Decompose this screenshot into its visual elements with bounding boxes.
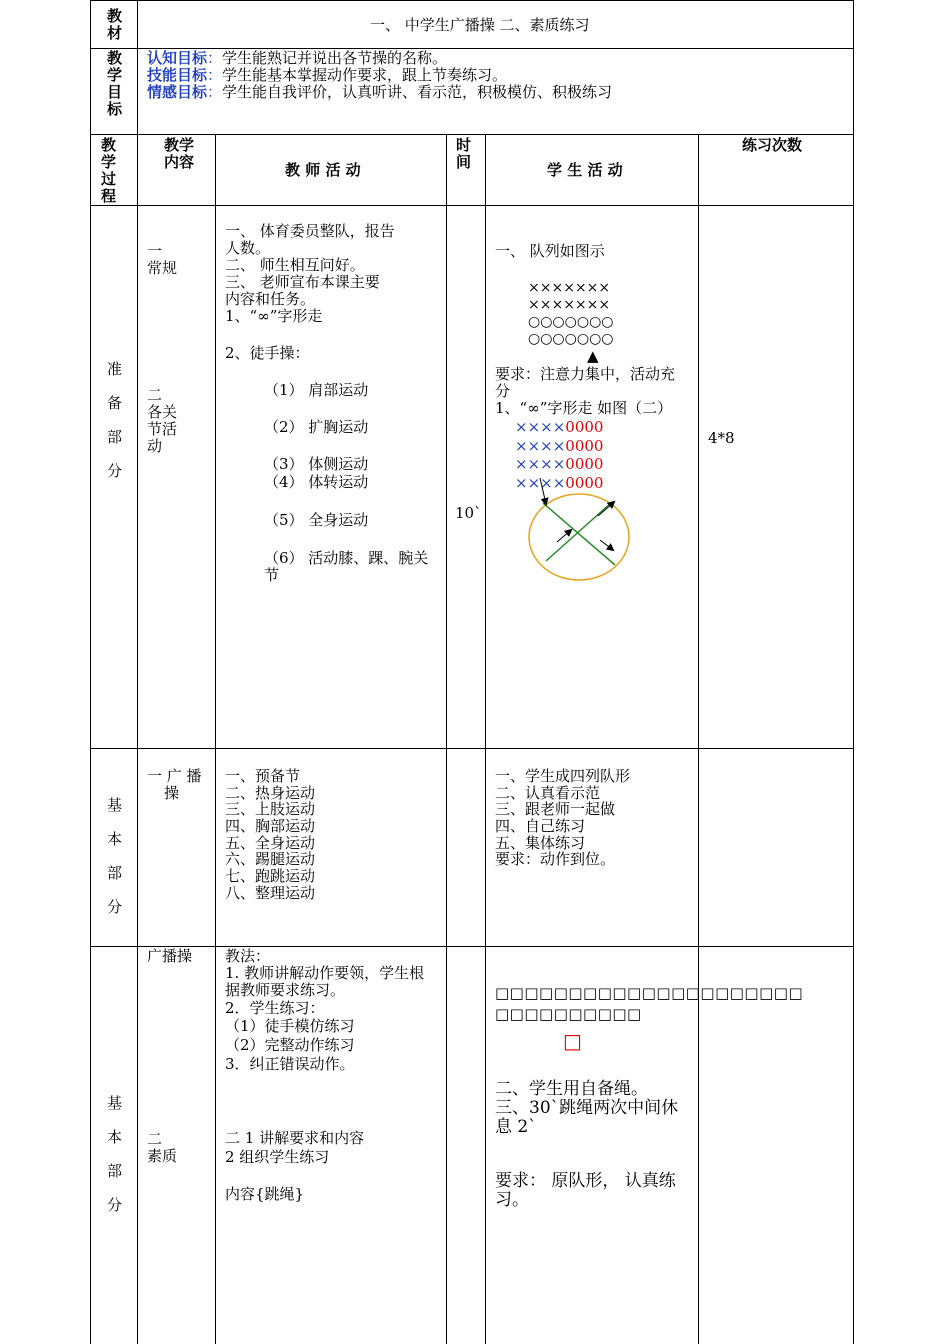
goals-label: 教学目标 [106,49,122,118]
prep-teacher-line: （1） 肩部运动 [264,381,369,399]
basic1-teacher-line: 七、跑跳运动 [225,867,316,885]
basic1-student-line: 三、跟老师一起做 [495,800,616,818]
basic1-teacher-line: 三、上肢运动 [225,800,316,818]
prep-content-1a: 一 [147,242,163,260]
prep-reps: 4*8 [708,429,735,447]
prep-requirement: 要求：注意力集中，活动充 [495,365,676,383]
walk-path-line [546,502,612,561]
prep-teacher-line: （6） 活动膝、踝、腕关 [264,549,429,567]
basic2-student-garbled: □□□□□□□□□□□□□□□□□□□□□ [495,984,804,1002]
goal-skill: 技能目标：学生能基本掌握动作要求，跟上节奏练习。 [147,66,508,84]
arrow-icon [598,502,614,516]
prep-time: 10` [455,504,482,522]
basic2-teacher-line: 二 1 讲解要求和内容 [225,1129,365,1147]
prep-teacher-line: 人数。 [225,239,271,257]
basic2-teacher-line: 3．纠正错误动作。 [225,1055,355,1073]
formation-row: ××××××× [528,280,611,296]
prep-teacher-line: 内容和任务。 [225,290,316,308]
basic1-student-line: 五、集体练习 [495,834,586,852]
prep-teacher-line: 三、 老师宣布本课主要 [225,273,380,291]
basic2-teacher-line: （2）完整动作练习 [225,1036,355,1054]
prep-teacher-line: （4） 体转运动 [264,473,369,491]
basic2-content: 二 [147,1130,163,1148]
basic2-teacher-line: （1）徒手模仿练习 [225,1017,355,1035]
basic2-student-garbled-red: □ [563,1029,582,1053]
basic2-student-line: 息 2` [495,1117,537,1137]
prep-teacher-line: （2） 扩胸运动 [264,418,369,436]
basic2-content: 素质 [147,1147,178,1165]
arrow-icon [600,540,613,550]
basic1-part-label: 基本部分 [106,796,122,916]
formation-row: ○○○○○○○ [528,331,614,347]
goal-label: 情感目标 [147,83,208,101]
goal-affective: 情感目标：学生能自我评价，认真听讲、看示范，积极模仿、积极练习 [147,83,613,101]
arrow-icon [540,478,546,504]
basic2-student-requirement: 习。 [495,1190,529,1210]
walk-title: 1、“∞”字形走 如图（二） [495,399,673,417]
basic2-content: 广播操 [147,947,193,965]
basic2-teacher-line: 2．学生练习： [225,999,325,1017]
prep-teacher-line: （5） 全身运动 [264,511,369,529]
header-reps: 练习次数 [742,136,803,154]
basic1-content: 操 [164,784,180,802]
basic1-teacher-line: 六、踢腿运动 [225,850,316,868]
header-time: 时间 [455,136,471,171]
header-content: 教学内容 [164,136,195,171]
goal-label: 技能目标 [147,66,208,84]
basic2-teacher-line: 据教师要求练习。 [225,981,346,999]
formation-row: ○○○○○○○ [528,314,614,330]
prep-teacher-line: 2、徒手操： [225,344,310,362]
basic1-student-line: 要求：动作到位。 [495,850,616,868]
walk-path-line [543,503,615,565]
header-teacher: 教 师 活 动 [285,161,361,179]
basic1-content: 一 广 播 [147,767,202,785]
basic1-teacher-line: 八、整理运动 [225,884,316,902]
prep-content-2a: 二 [147,386,163,404]
prep-content-2b: 各关 [147,403,178,421]
prep-requirement: 分 [495,382,511,400]
walk-row: ××××0000 [515,418,604,436]
prep-student-title: 一、 队列如图示 [495,242,605,260]
basic1-teacher-line: 四、胸部运动 [225,817,316,835]
walk-row: ××××0000 [515,474,604,492]
prep-content-2d: 动 [147,437,163,455]
textbook-content: 一、 中学生广播操 二、素质练习 [370,16,590,34]
prep-teacher-line: 节 [264,566,280,584]
basic1-student-line: 一、学生成四列队形 [495,767,631,785]
prep-part-label: 准备部分 [106,360,122,480]
basic2-student-line: 二、学生用自备绳。 [495,1079,648,1099]
basic2-teacher-line: 内容{跳绳} [225,1185,305,1203]
basic1-teacher-line: 二、热身运动 [225,784,316,802]
header-process: 教学过程 [100,136,116,205]
prep-content-2c: 节活 [147,420,178,438]
walk-row: ××××0000 [515,455,604,473]
formation-row: ××××××× [528,297,611,313]
basic2-student-requirement: 要求： 原队形， 认真练 [495,1171,676,1191]
prep-content-1b: 常规 [147,259,178,277]
prep-teacher-line: 一、 体育委员整队，报告 [225,222,395,240]
teacher-position-marker: ▲ [587,347,599,365]
walk-row: ××××0000 [515,437,604,455]
basic1-teacher-line: 五、全身运动 [225,834,316,852]
basic2-teacher-line: 1. 教师讲解动作要领，学生根 [225,964,425,982]
walk-ellipse [529,494,629,580]
basic1-teacher-line: 一、预备节 [225,767,301,785]
prep-teacher-line: 二、 师生相互问好。 [225,256,365,274]
textbook-label: 教材 [106,7,122,42]
basic2-student-garbled: □□□□□□□□□□ [495,1005,642,1023]
basic2-teacher-line: 教法： [225,947,271,965]
basic2-teacher-line: 2 组织学生练习 [225,1148,330,1166]
basic2-part-label: 基本部分 [106,1094,122,1214]
basic1-student-line: 二、认真看示范 [495,784,601,802]
basic1-student-line: 四、自己练习 [495,817,586,835]
prep-teacher-line: （3） 体侧运动 [264,455,369,473]
header-student: 学 生 活 动 [547,161,623,179]
goal-label: 认知目标 [147,49,208,67]
goal-cognitive: 认知目标：学生能熟记并说出各节操的名称。 [147,49,448,67]
prep-teacher-line: 1、“∞”字形走 [225,307,323,325]
basic2-student-line: 三、30`跳绳两次中间休 [495,1098,679,1118]
